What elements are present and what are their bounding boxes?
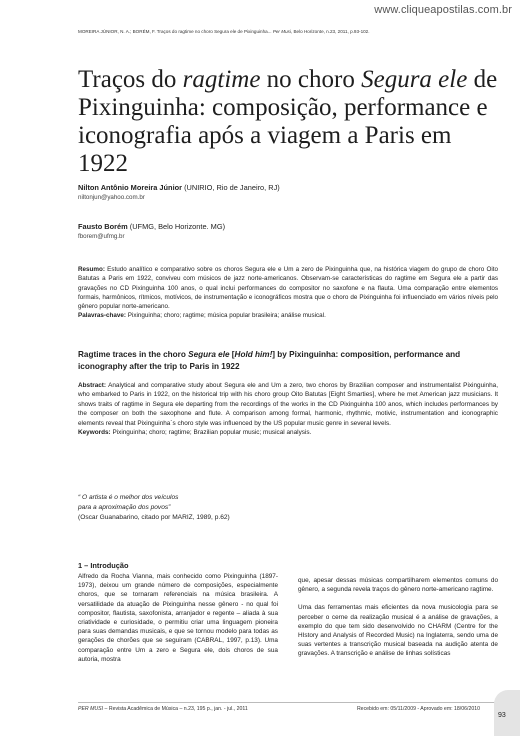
en-title-italic: Segura ele — [188, 350, 230, 359]
resumo-block — [78, 265, 498, 321]
english-title — [78, 349, 498, 372]
author-affiliation: (UNIRIO, Rio de Janeiro, RJ) — [182, 183, 280, 192]
section-heading: 1 – Introdução — [78, 561, 129, 570]
footer-journal-name: PER MUSI — [78, 706, 104, 712]
epigraph-source: (Oscar Guanabarino, citado por MARIZ, 1989, p.62) — [78, 513, 230, 521]
en-title-part: [ — [229, 350, 235, 359]
running-header — [78, 29, 370, 34]
article-title — [78, 66, 498, 178]
en-title-part: ] by Pixinguinha: composition, performance and iconography after the trip to Paris in 1922 — [78, 350, 461, 371]
header-citation-end: , Belo Horizonte, n.23, 2011, p.93-102. — [290, 29, 370, 34]
palavras-chave-label: Palavras-chave: — [78, 312, 126, 320]
body-column-left: Alfredo da Rocha Vianna, mais conhecido como Pixinguinha (1897-1973), deixou um grande número de composições, especialmente choros, que se tornaram referenciais na música brasileira. A versatilidade da atuação de Pixinguinha nesse gênero - no qual foi compositor, flautista, saxofonista, arranjador e regente – aliada à sua criatividade e curiosidade, o permitiu criar uma linguagem pioneira para suas demandas musicais, e que se tornou modelo para todas as gerações de chorões que se seguiram (CABRAL, 1997, p.13). Uma comparação entre Um a zero e Segura ele, dois choros de sua autoria, mostra — [78, 573, 278, 663]
author-name: Fausto Borém — [78, 222, 128, 231]
keywords-text: Pixinguinha; choro; ragtime; Brazilian popular music; musical analysis. — [110, 429, 312, 437]
page-number: 93 — [498, 712, 506, 719]
author-block-2 — [78, 222, 225, 242]
epigraph — [78, 493, 230, 522]
title-italic-ragtime: ragtime — [182, 66, 261, 93]
author-email[interactable]: niltonjun@yahoo.com.br — [78, 194, 145, 201]
epigraph-line: “ O artista é o melhor dos veículos — [78, 494, 179, 501]
keywords-label: Keywords: — [78, 429, 111, 437]
footer-journal-info — [78, 706, 248, 712]
abstract-label: Abstract: — [78, 382, 107, 389]
footer-journal-text: – Revista Acadêmica de Música – n.23, 195 p., jan. - jul., 2011 — [103, 706, 248, 712]
en-title-italic: Hold him! — [234, 350, 273, 359]
author-affiliation: (UFMG, Belo Horizonte. MG) — [127, 222, 226, 231]
header-citation-start: MOREIRA JÚNIOR, N. A.; BORÉM, F. Traços do ragtime no choro Segura ele de Pixinguinha... — [78, 29, 273, 34]
header-journal: Per Musi — [272, 29, 291, 34]
author-name: Nilton Antônio Moreira Júnior — [78, 183, 183, 192]
body-paragraph: Uma das ferramentas mais eficientes da nova musicologia para se perceber o cerne da realização musical é a análise de gravações, a exemplo do que tem sido desenvolvido no CHARM (Centre for the HIstory and Analysis of Recorded Music) na Inglaterra, sendo uma de suas vertentes a transcrição musical baseada na audição atenta de gravações. A transcrição e análise de linhas solísticas — [298, 604, 498, 658]
author-email[interactable]: fborem@ufmg.br — [78, 233, 125, 240]
footer-received-date: Recebido em: 05/11/2009 - Aprovado em: 18/06/2010 — [356, 706, 480, 712]
resumo-text: Estudo analítico e comparativo sobre os choros Segura ele e Um a zero de Pixinguinha que, na histórica viagem do grupo de choro Oito Batutas a Paris em 1922, conviveu com músicos de jazz norte-americanos. Observam-se características do ragtime em Segura ele a partir das gravações no CD Pixinguinha 100 anos, o qual inclui performances do compositor no saxofone e na flauta. Uma comparação entre elementos formais, harmônicos, rítmicos, motívicos, de instrumentação e iconográficos mostra que o choro de Pixinguinha foi influenciado em vários níveis pelo gênero popular norte-americano. — [78, 266, 498, 311]
en-title-part: Ragtime traces in the choro — [78, 350, 189, 359]
abstract-block — [78, 381, 498, 437]
title-part: de Pixinguinha: composição, performance e iconografia após a viagem a Paris em 1922 — [78, 66, 498, 177]
watermark-url: www.cliqueapostilas.com.br — [374, 4, 512, 16]
title-italic-segura-ele: Segura ele — [361, 66, 468, 93]
body-paragraph: que, apesar dessas músicas compartilharem elementos comuns do gênero, a segunda revela traços do gênero norte-americano ragtime. — [298, 577, 498, 594]
title-part: no choro — [260, 66, 362, 93]
author-block-1 — [78, 183, 280, 203]
abstract-text: Analytical and comparative study about Segura ele and Um a zero, two choros by Brazilian composer and instrumentalist Pixinguinha, who embarked to Paris in 1922, on the historical trip with his choro group Oito Batutas [Eight Smarties], where he met American jazz musicians. It shows traits of ragtime in Segura ele departing from the recordings of the works in the CD Pixinguinha 100 anos, which includes performances by the composer on both the saxophone and flute. A comparison among formal, harmonic, rhythmic, motivic, instrumentation and iconographic elements reveal that Pixinguinha´s choro style was influenced by the US popular music genre in several levels. — [78, 382, 498, 427]
palavras-chave-text: Pixinguinha; choro; ragtime; música popular brasileira; análise musical. — [125, 312, 326, 320]
resumo-label: Resumo: — [78, 266, 105, 273]
title-part: Traços do — [78, 66, 183, 93]
epigraph-line: para a aproximação dos povos” — [78, 503, 171, 511]
body-column-right — [298, 576, 498, 659]
footer-divider — [78, 702, 498, 703]
